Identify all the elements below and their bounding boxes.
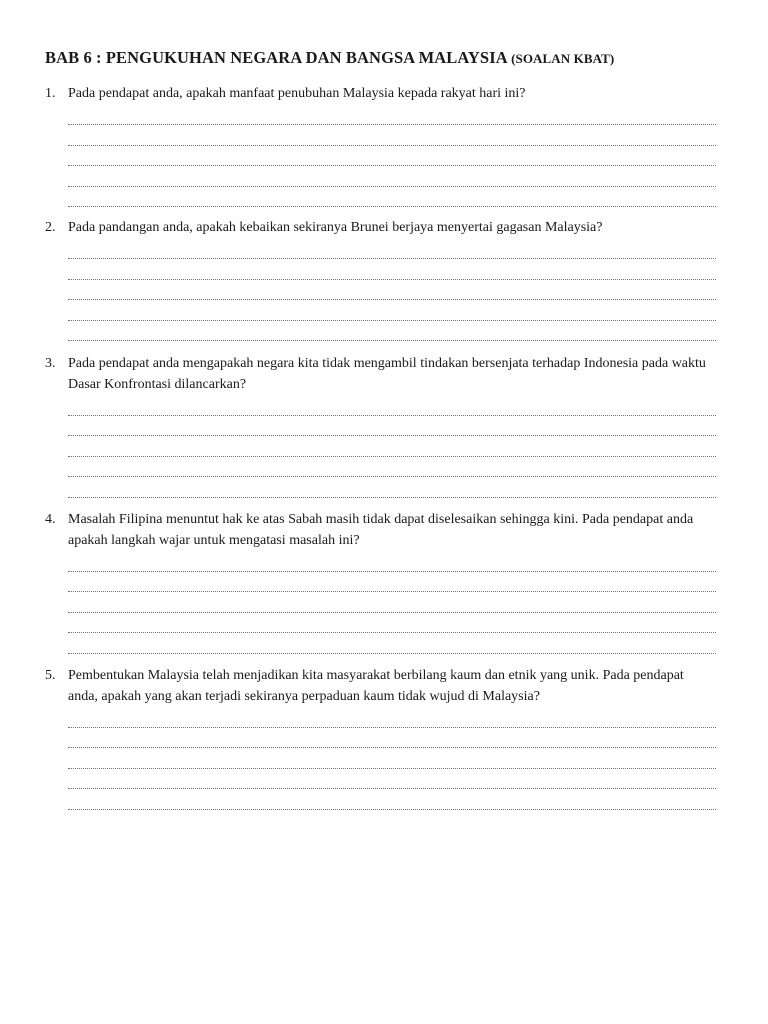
question-text: Pada pendapat anda, apakah manfaat penubuhan Malaysia kepada rakyat hari ini? [68, 86, 526, 101]
answer-line[interactable] [68, 187, 716, 208]
answer-line[interactable] [68, 477, 716, 498]
answer-line[interactable] [68, 748, 716, 769]
question-number: 5. [45, 668, 56, 683]
answer-line[interactable] [68, 321, 716, 342]
question-text: Pada pandangan anda, apakah kebaikan sekiranya Brunei berjaya menyertai gagasan Malaysia? [68, 220, 603, 235]
answer-line[interactable] [68, 633, 716, 654]
answer-line[interactable] [68, 105, 716, 126]
answer-line[interactable] [68, 416, 716, 437]
question-number: 4. [45, 512, 56, 527]
question-text: Masalah Filipina menuntut hak ke atas Sabah masih tidak dapat diselesaikan sehingga kini. Pada pendapat anda apakah langkah wajar untuk mengatasi masalah ini? [68, 512, 694, 548]
question-1 [45, 84, 717, 207]
answer-line[interactable] [68, 728, 716, 749]
question-3 [45, 354, 717, 498]
question-5 [45, 666, 717, 810]
answer-line[interactable] [68, 395, 716, 416]
answer-lines[interactable] [68, 105, 716, 208]
answer-line[interactable] [68, 166, 716, 187]
question-text: Pada pendapat anda mengapakah negara kita tidak mengambil tindakan bersenjata terhadap Indonesia pada waktu Dasar Konfrontasi dilancarkan? [68, 356, 706, 392]
answer-line[interactable] [68, 146, 716, 167]
question-number: 2. [45, 220, 56, 235]
answer-line[interactable] [68, 280, 716, 301]
answer-line[interactable] [68, 592, 716, 613]
answer-line[interactable] [68, 551, 716, 572]
answer-line[interactable] [68, 789, 716, 810]
answer-lines[interactable] [68, 551, 716, 654]
answer-line[interactable] [68, 436, 716, 457]
question-text: Pembentukan Malaysia telah menjadikan kita masyarakat berbilang kaum dan etnik yang unik. Pada pendapat anda, apakah yang akan terjadi sekiranya perpaduan kaum tidak wujud di Malaysia? [68, 668, 684, 704]
answer-lines[interactable] [68, 239, 716, 342]
question-number: 3. [45, 356, 56, 371]
answer-line[interactable] [68, 769, 716, 790]
page-title [45, 48, 614, 68]
answer-line[interactable] [68, 613, 716, 634]
title-main: BAB 6 : PENGUKUHAN NEGARA DAN BANGSA MALAYSIA [45, 48, 507, 67]
answer-line[interactable] [68, 300, 716, 321]
answer-line[interactable] [68, 457, 716, 478]
answer-lines[interactable] [68, 395, 716, 498]
question-4 [45, 510, 717, 654]
answer-line[interactable] [68, 239, 716, 260]
answer-line[interactable] [68, 707, 716, 728]
question-number: 1. [45, 86, 56, 101]
answer-lines[interactable] [68, 707, 716, 810]
answer-line[interactable] [68, 259, 716, 280]
answer-line[interactable] [68, 125, 716, 146]
answer-line[interactable] [68, 572, 716, 593]
question-2 [45, 218, 717, 341]
title-sub: (SOALAN KBAT) [511, 51, 615, 66]
